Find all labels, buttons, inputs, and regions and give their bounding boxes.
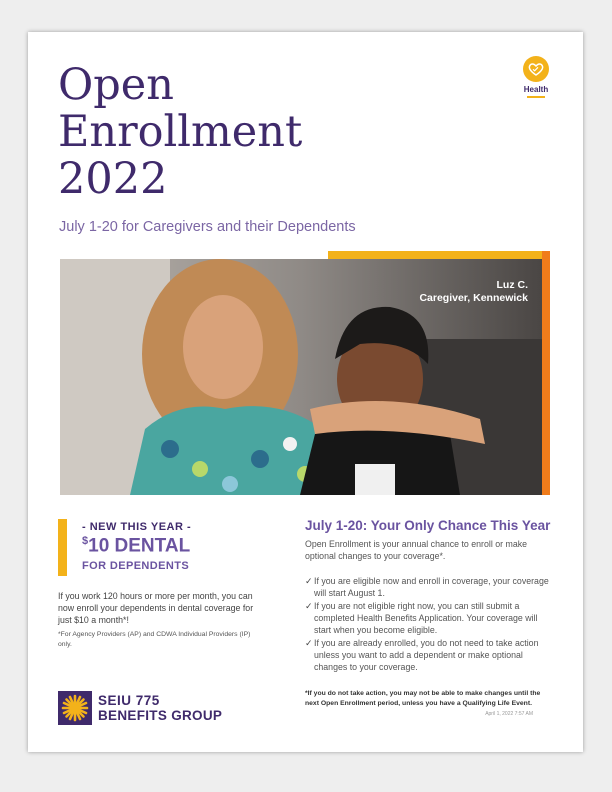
enrollment-info-list xyxy=(305,575,555,673)
heart-in-circle-icon xyxy=(523,56,549,82)
list-item xyxy=(305,600,555,636)
sunburst-logo-icon xyxy=(58,691,92,725)
photo-accent-top xyxy=(328,251,550,259)
logo-text xyxy=(98,693,222,723)
list-item-text: If you are not eligible right now, you can still submit a completed Health Benefits Application. Your coverage will start when you become eligible. xyxy=(314,601,538,635)
title-line-3: 2022 xyxy=(58,154,168,204)
dollar-sign: $ xyxy=(82,535,89,547)
page-subtitle: July 1-20 for Caregivers and their Dependents xyxy=(59,219,356,235)
new-this-year-label: - NEW THIS YEAR - xyxy=(82,521,192,533)
health-underline xyxy=(527,96,545,98)
enrollment-info-column xyxy=(305,518,555,717)
photo-accent-right xyxy=(542,251,550,495)
caption-role: Caregiver, Kennewick xyxy=(419,292,528,304)
dental-accent-bar xyxy=(58,519,67,576)
health-label: Health xyxy=(523,85,549,94)
seiu-logo xyxy=(58,691,222,725)
dental-body-text: If you work 120 hours or more per month, you can now enroll your dependents in dental coverage for just $10 a month*! xyxy=(58,591,254,625)
list-item xyxy=(305,637,555,673)
page-title xyxy=(58,62,302,203)
dental-amount: 10 DENTAL xyxy=(88,535,191,557)
list-item-text: If you are already enrolled, you do not need to take action unless you want to add a dependent or make optional changes to your coverage. xyxy=(314,638,539,672)
title-line-1: Open xyxy=(58,60,174,110)
health-badge xyxy=(520,56,552,98)
checkmark-icon: ✓ xyxy=(305,601,313,611)
checkmark-icon: ✓ xyxy=(305,638,313,648)
action-footnote: *If you do not take action, you may not be able to make changes until the next Open Enrollment period, unless you have a Qualifying Life Event. xyxy=(305,690,541,707)
flyer-page xyxy=(28,32,583,752)
enrollment-info-title: July 1-20: Your Only Chance This Year xyxy=(305,518,551,533)
dental-footnote: *For Agency Providers (AP) and CDWA Individual Providers (IP) only. xyxy=(58,631,251,648)
photo-caption xyxy=(419,279,528,305)
list-item-text: If you are eligible now and enroll in coverage, your coverage will start August 1. xyxy=(314,576,549,598)
list-item xyxy=(305,575,555,599)
dental-subheading: FOR DEPENDENTS xyxy=(82,560,190,572)
title-line-2: Enrollment xyxy=(58,107,303,157)
caption-name: Luz C. xyxy=(496,279,528,291)
logo-line-2: BENEFITS GROUP xyxy=(98,708,223,723)
enrollment-info-intro: Open Enrollment is your annual chance to enroll or make optional changes to your coverage*. xyxy=(305,539,527,561)
caregiver-photo xyxy=(60,259,542,495)
logo-line-1: SEIU 775 xyxy=(98,693,160,708)
checkmark-icon: ✓ xyxy=(305,576,313,586)
print-timestamp: April 1, 2022 7:57 AM xyxy=(485,711,533,717)
dental-price-heading xyxy=(82,535,190,557)
